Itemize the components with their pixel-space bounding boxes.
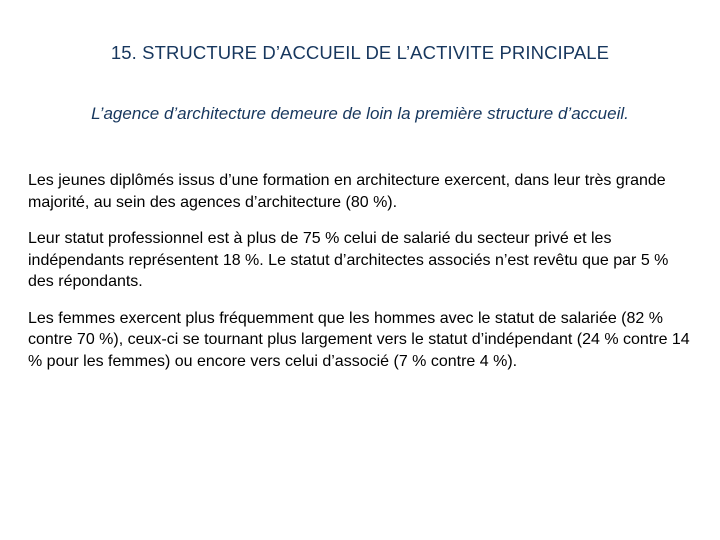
slide-title: 15. STRUCTURE D’ACCUEIL DE L’ACTIVITE PRINCIPALE: [110, 42, 610, 63]
slide-subtitle: L’agence d’architecture demeure de loin la première structure d’accueil.: [91, 104, 629, 123]
paragraph-professional-status: Leur statut professionnel est à plus de 75 % celui de salarié du secteur privé et les indépendants représentent 18 %. Le statut d’architectes associés n’est revêtu que par 5 % des répondants.: [28, 230, 669, 290]
paragraph-women-vs-men: Les femmes exercent plus fréquemment que les hommes avec le statut de salariée (82 % contre 70 %), ceux-ci se tournant plus largement vers le statut d’indépendant (24 % contre 14 % pour les femmes) ou encore vers celui d’associé (7 % contre 4 %).: [28, 309, 690, 370]
paragraph-graduates-agencies: Les jeunes diplômés issus d’une formation en architecture exercent, dans leur très grande majorité, au sein des agences d’architecture (80 %).: [28, 172, 666, 211]
slide-body: [28, 170, 698, 387]
